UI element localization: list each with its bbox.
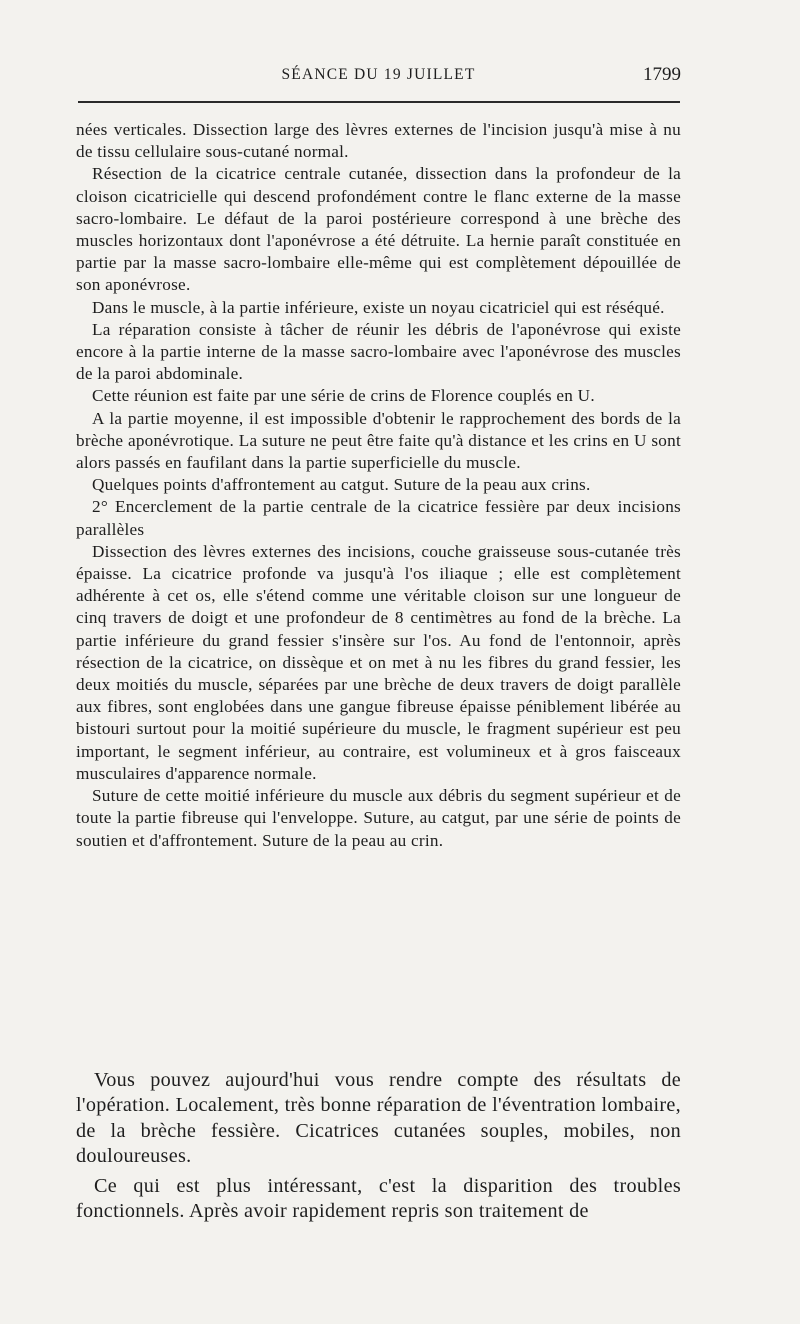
operative-report-text	[76, 119, 681, 852]
paragraph-continuation: nées verticales. Dissection large des lèvres externes de l'incision jusqu'à mise à nu de tissu cellulaire sous-cutané normal.	[76, 120, 681, 162]
page-header	[76, 66, 681, 94]
running-title: SÉANCE DU 19 JUILLET	[281, 66, 476, 83]
paragraph-suture: Suture de cette moitié inférieure du muscle aux débris du segment supérieur et de toute la partie fibreuse qui l'enveloppe. Suture, au catgut, par une série de points de soutien et d'affrontement. Suture de la peau au crin.	[76, 786, 681, 850]
paragraph-reunion: Cette réunion est faite par une série de crins de Florence couplés en U.	[92, 386, 595, 406]
paragraph-middle-part: A la partie moyenne, il est impossible d'obtenir le rapprochement des bords de la brèche aponévrotique. La suture ne peut être faite qu'à distance et les crins en U sont alors passés en faufilant dans la partie superficielle du muscle.	[76, 408, 681, 473]
discussion-text	[76, 1068, 681, 1228]
paragraph-muscle-nodule: Dans le muscle, à la partie inférieure, existe un noyau cicatriciel qui est réséqué.	[92, 297, 665, 317]
page-number: 1799	[643, 64, 681, 85]
header-rule	[78, 101, 680, 103]
paragraph-resection: Résection de la cicatrice centrale cutanée, dissection dans la profondeur de la cloison cicatricielle qui descend profondément contre le flanc externe de la masse sacro-lombaire. Le défaut de la paroi postérieure correspond à une brèche des muscles horizontaux dont l'aponévrose a été détruite. La hernie paraît constituée en partie par la masse sacro-lombaire elle-même qui est complètement dépouillée de son aponévrose.	[76, 164, 681, 295]
paragraph-repair: La réparation consiste à tâcher de réunir les débris de l'aponévrose qui existe encore à la partie interne de la masse sacro-lombaire avec l'aponévrose des muscles de la paroi abdominale.	[76, 319, 681, 384]
paragraph-dissection: Dissection des lèvres externes des incisions, couche graisseuse sous-cutanée très épaisse. La cicatrice profonde va jusqu'à l'os iliaque ; elle est complètement adhérente à cet os, elle s'étend comme une véritable cloison sur une longueur de cinq travers de doigt et une profondeur de 8 centimètres au fond de la brèche. La partie inférieure du grand fessier s'insère sur l'os. Au fond de l'entonnoir, après résection de la cicatrice, on dissèque et on met à nu les fibres du grand fessier, les deux moitiés du muscle, séparées par une brèche de deux travers de doigt parallèle aux fibres, sont englobées dans une gangue fibreuse épaisse péniblement libérée au bistouri surtout pour la moitié supérieure du muscle, le fragment supérieur est peu important, le segment inférieur, au contraire, est volumineux et à gros faisceaux musculaires d'apparence normale.	[76, 541, 681, 783]
paragraph-functional: Ce qui est plus intéressant, c'est la disparition des troubles fonctionnels. Après avoir rapidement repris son traitement de	[76, 1174, 681, 1223]
paragraph-results: Vous pouvez aujourd'hui vous rendre compte des résultats de l'opération. Localement, très bonne réparation de l'éventration lombaire, de la brèche fessière. Cicatrices cutanées souples, mobiles, non douloureuses.	[76, 1069, 681, 1168]
paragraph-catgut-points: Quelques points d'affrontement au catgut. Suture de la peau aux crins.	[92, 475, 591, 495]
paragraph-encirclement: 2° Encerclement de la partie centrale de la cicatrice fessière par deux incisions parallèles	[76, 497, 681, 539]
